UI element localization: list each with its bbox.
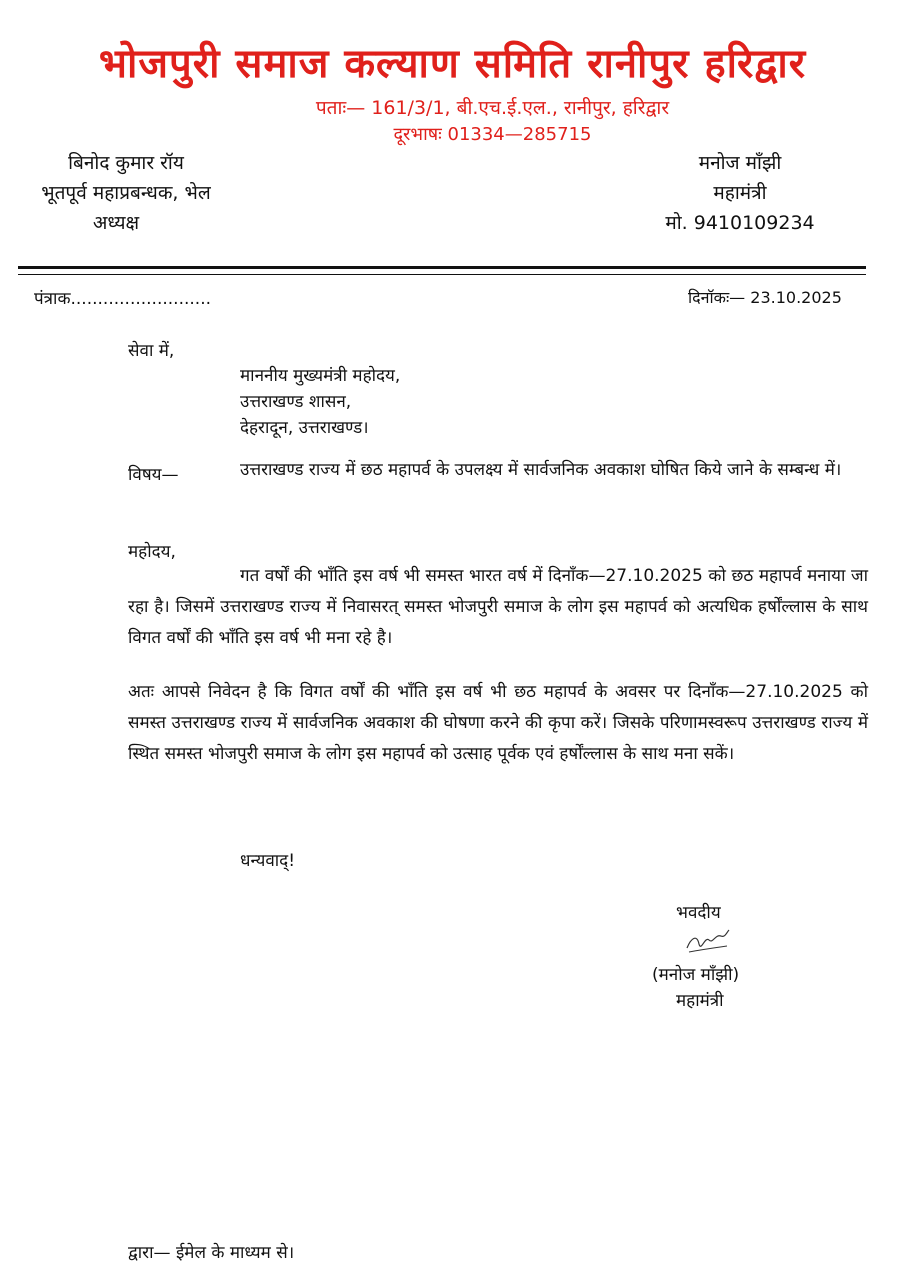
org-phone: दूरभाषः 01334—285715 <box>393 124 592 145</box>
subject-text: उत्तराखण्ड राज्य में छठ महापर्व के उपलक्ष्य में सार्वजनिक अवकाश घोषित किये जाने के सम्बन्ध में। <box>240 460 842 480</box>
signatory-title: महामंत्री <box>676 991 724 1011</box>
recipient-line: उत्तराखण्ड शासन, <box>240 392 352 412</box>
greeting: महोदय, <box>128 542 176 562</box>
right-person-title: महामंत्री <box>713 182 767 204</box>
left-person-block <box>10 148 242 238</box>
handwritten-signature <box>683 926 733 960</box>
right-person-name: मनोज माँझी <box>698 152 782 174</box>
header-rule-thick <box>18 266 866 269</box>
closing: भवदीय <box>676 903 721 923</box>
right-person-block <box>640 148 840 238</box>
recipient-line: देहरादून, उत्तराखण्ड। <box>240 418 369 438</box>
recipient-address <box>240 363 400 441</box>
left-person-title: अध्यक्ष <box>92 212 140 234</box>
reference-number: पंत्राक.......................... <box>34 289 211 309</box>
recipient-line: माननीय मुख्यमंत्री महोदय, <box>240 366 401 386</box>
letter-date: दिनॉकः— 23.10.2025 <box>688 288 842 307</box>
left-person-role: भूतपूर्व महाप्रबन्धक, भेल <box>41 182 211 204</box>
delivery-mode: द्वारा— ईमेल के माध्यम से। <box>128 1243 295 1263</box>
paragraph-2: अतः आपसे निवेदन है कि विगत वर्षों की भाँति इस वर्ष भी छठ महापर्व के अवसर पर दिनाँक—27.10.2025 को समस्त उत्तराखण्ड राज्य में सार्वजनिक अवकाश की घोषणा करने की कृपा करें। जिसके परिणामस्वरूप उत्तराखण्ड राज्य में स्थित समस्त भोजपुरी समाज के लोग इस महापर्व को उत्साह पूर्वक एवं हर्षोंल्लास के साथ मना सकें। <box>128 682 868 764</box>
paragraph-1: गत वर्षों की भाँति इस वर्ष भी समस्त भारत वर्ष में दिनाँक—27.10.2025 को छठ महापर्व मनाया जा रहा है। जिसमें उत्तराखण्ड राज्य में निवासरत् समस्त भोजपुरी समाज के लोग इस महापर्व को अत्यधिक हर्षोंल्लास के साथ विगत वर्षों की भाँति इस वर्ष भी मना रहे है। <box>128 566 868 648</box>
subject-label: विषय— <box>128 465 179 485</box>
salutation-to: सेवा में, <box>128 341 175 361</box>
header-rule-thin <box>18 274 866 275</box>
thanks: धन्यवाद्! <box>240 851 296 871</box>
org-name: भोजपुरी समाज कल्याण समिति रानीपुर हरिद्वार <box>98 41 807 87</box>
signatory-name: (मनोज माँझी) <box>652 965 740 985</box>
right-person-mobile: मो. 9410109234 <box>665 212 815 234</box>
left-person-name: बिनोद कुमार रॉय <box>68 152 184 174</box>
org-address: पताः— 161/3/1, बी.एच.ई.एल., रानीपुर, हरिद्वार <box>315 97 670 119</box>
